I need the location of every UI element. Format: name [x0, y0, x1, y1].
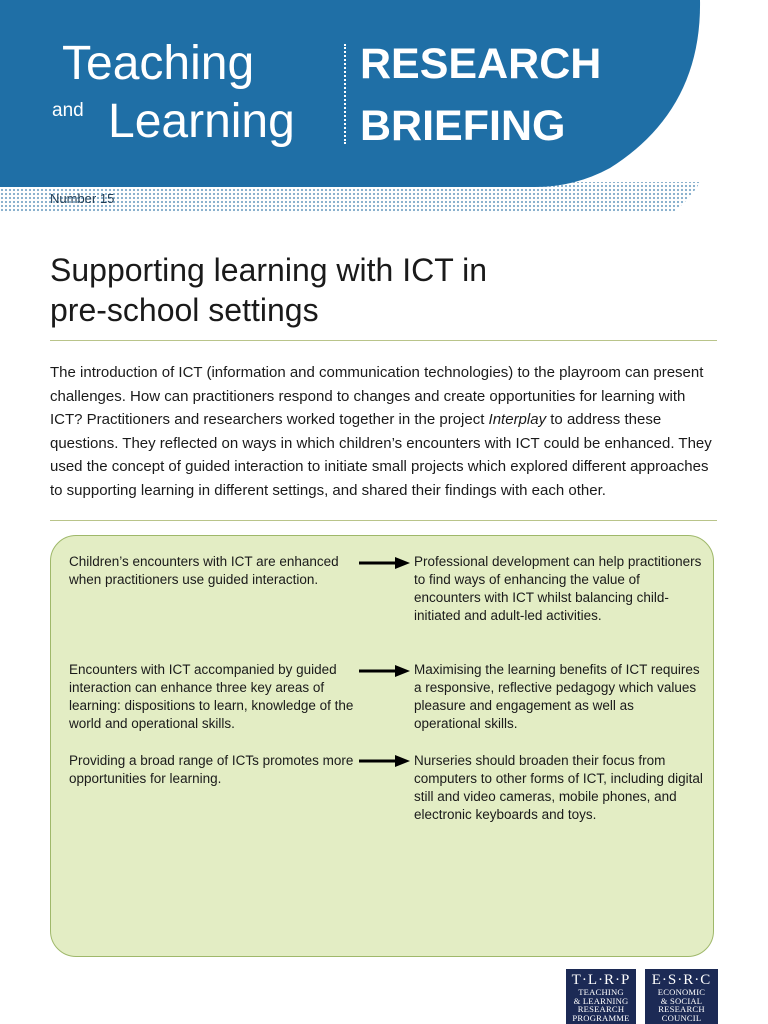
arrow-icon	[357, 664, 411, 678]
implication-1: Professional development can help practitioners to find ways of enhancing the value of encounters with ICT whilst balancing child-initiated and adult-led activities.	[414, 554, 702, 623]
intro-text-before: The introduction of ICT (information and communication technologies) to the playroom can present challenges. How can practitioners respond to changes and create opportunities for learning with ICT? Practitioners and researchers worked together in the project	[50, 364, 704, 428]
project-name: Interplay	[488, 411, 547, 428]
esrc-logo-line: RESEARCH	[658, 1004, 705, 1015]
esrc-logo	[645, 969, 718, 1024]
brand-learning: Learning	[108, 95, 295, 148]
implication-3: Nurseries should broaden their focus from computers to other forms of ICT, including digital still and video cameras, mobile phones, and electronic keyboards and toys.	[414, 753, 703, 822]
brand-briefing: BRIEFING	[360, 102, 566, 150]
esrc-logo-line: ECONOMIC	[657, 987, 706, 997]
finding-1: Children’s encounters with ICT are enhanced when practitioners use guided interaction.	[69, 554, 339, 587]
summary-box	[50, 535, 714, 957]
brand-and: and	[52, 100, 84, 121]
title-divider	[50, 340, 717, 341]
arrow-icon	[357, 556, 411, 570]
tlrp-logo	[566, 969, 636, 1024]
tlrp-logo-line: TEACHING	[578, 987, 624, 997]
finding-2: Encounters with ICT accompanied by guided interaction can enhance three key areas of learning: dispositions to learn, knowledge of the world and operational skills.	[69, 662, 354, 731]
intro-paragraph	[50, 361, 716, 502]
document-title	[50, 250, 710, 330]
implication-2: Maximising the learning benefits of ICT requires a responsive, reflective pedagogy which values pleasure and engagement as well as operational skills.	[414, 662, 700, 731]
arrow-icon	[357, 754, 411, 768]
issue-number: Number 15	[50, 191, 115, 206]
brand-divider	[344, 44, 346, 144]
intro-text-after: to address these questions. They reflected on ways in which children’s encounters with ICT could be enhanced. They used the concept of guided interaction to initiate small projects which explored different approaches to supporting learning in different settings, and shared their findings with each other.	[50, 411, 712, 499]
esrc-logo-line: & SOCIAL	[660, 995, 703, 1006]
tlrp-logo-line: PROGRAMME	[572, 1012, 630, 1023]
tlrp-logo-line: & LEARNING	[573, 995, 629, 1006]
intro-divider	[50, 520, 717, 521]
finding-3: Providing a broad range of ICTs promotes more opportunities for learning.	[69, 753, 354, 786]
header-banner	[0, 0, 768, 215]
tlrp-logo-main: T·L·R·P	[571, 972, 631, 988]
title-line-2: pre-school settings	[50, 292, 319, 328]
tlrp-logo-line: RESEARCH	[577, 1004, 625, 1015]
esrc-logo-main: E·S·R·C	[651, 972, 712, 988]
esrc-logo-line: COUNCIL	[661, 1012, 702, 1023]
title-line-1: Supporting learning with ICT in	[50, 252, 487, 288]
brand-teaching: Teaching	[62, 37, 255, 90]
brand-research: RESEARCH	[360, 40, 602, 88]
